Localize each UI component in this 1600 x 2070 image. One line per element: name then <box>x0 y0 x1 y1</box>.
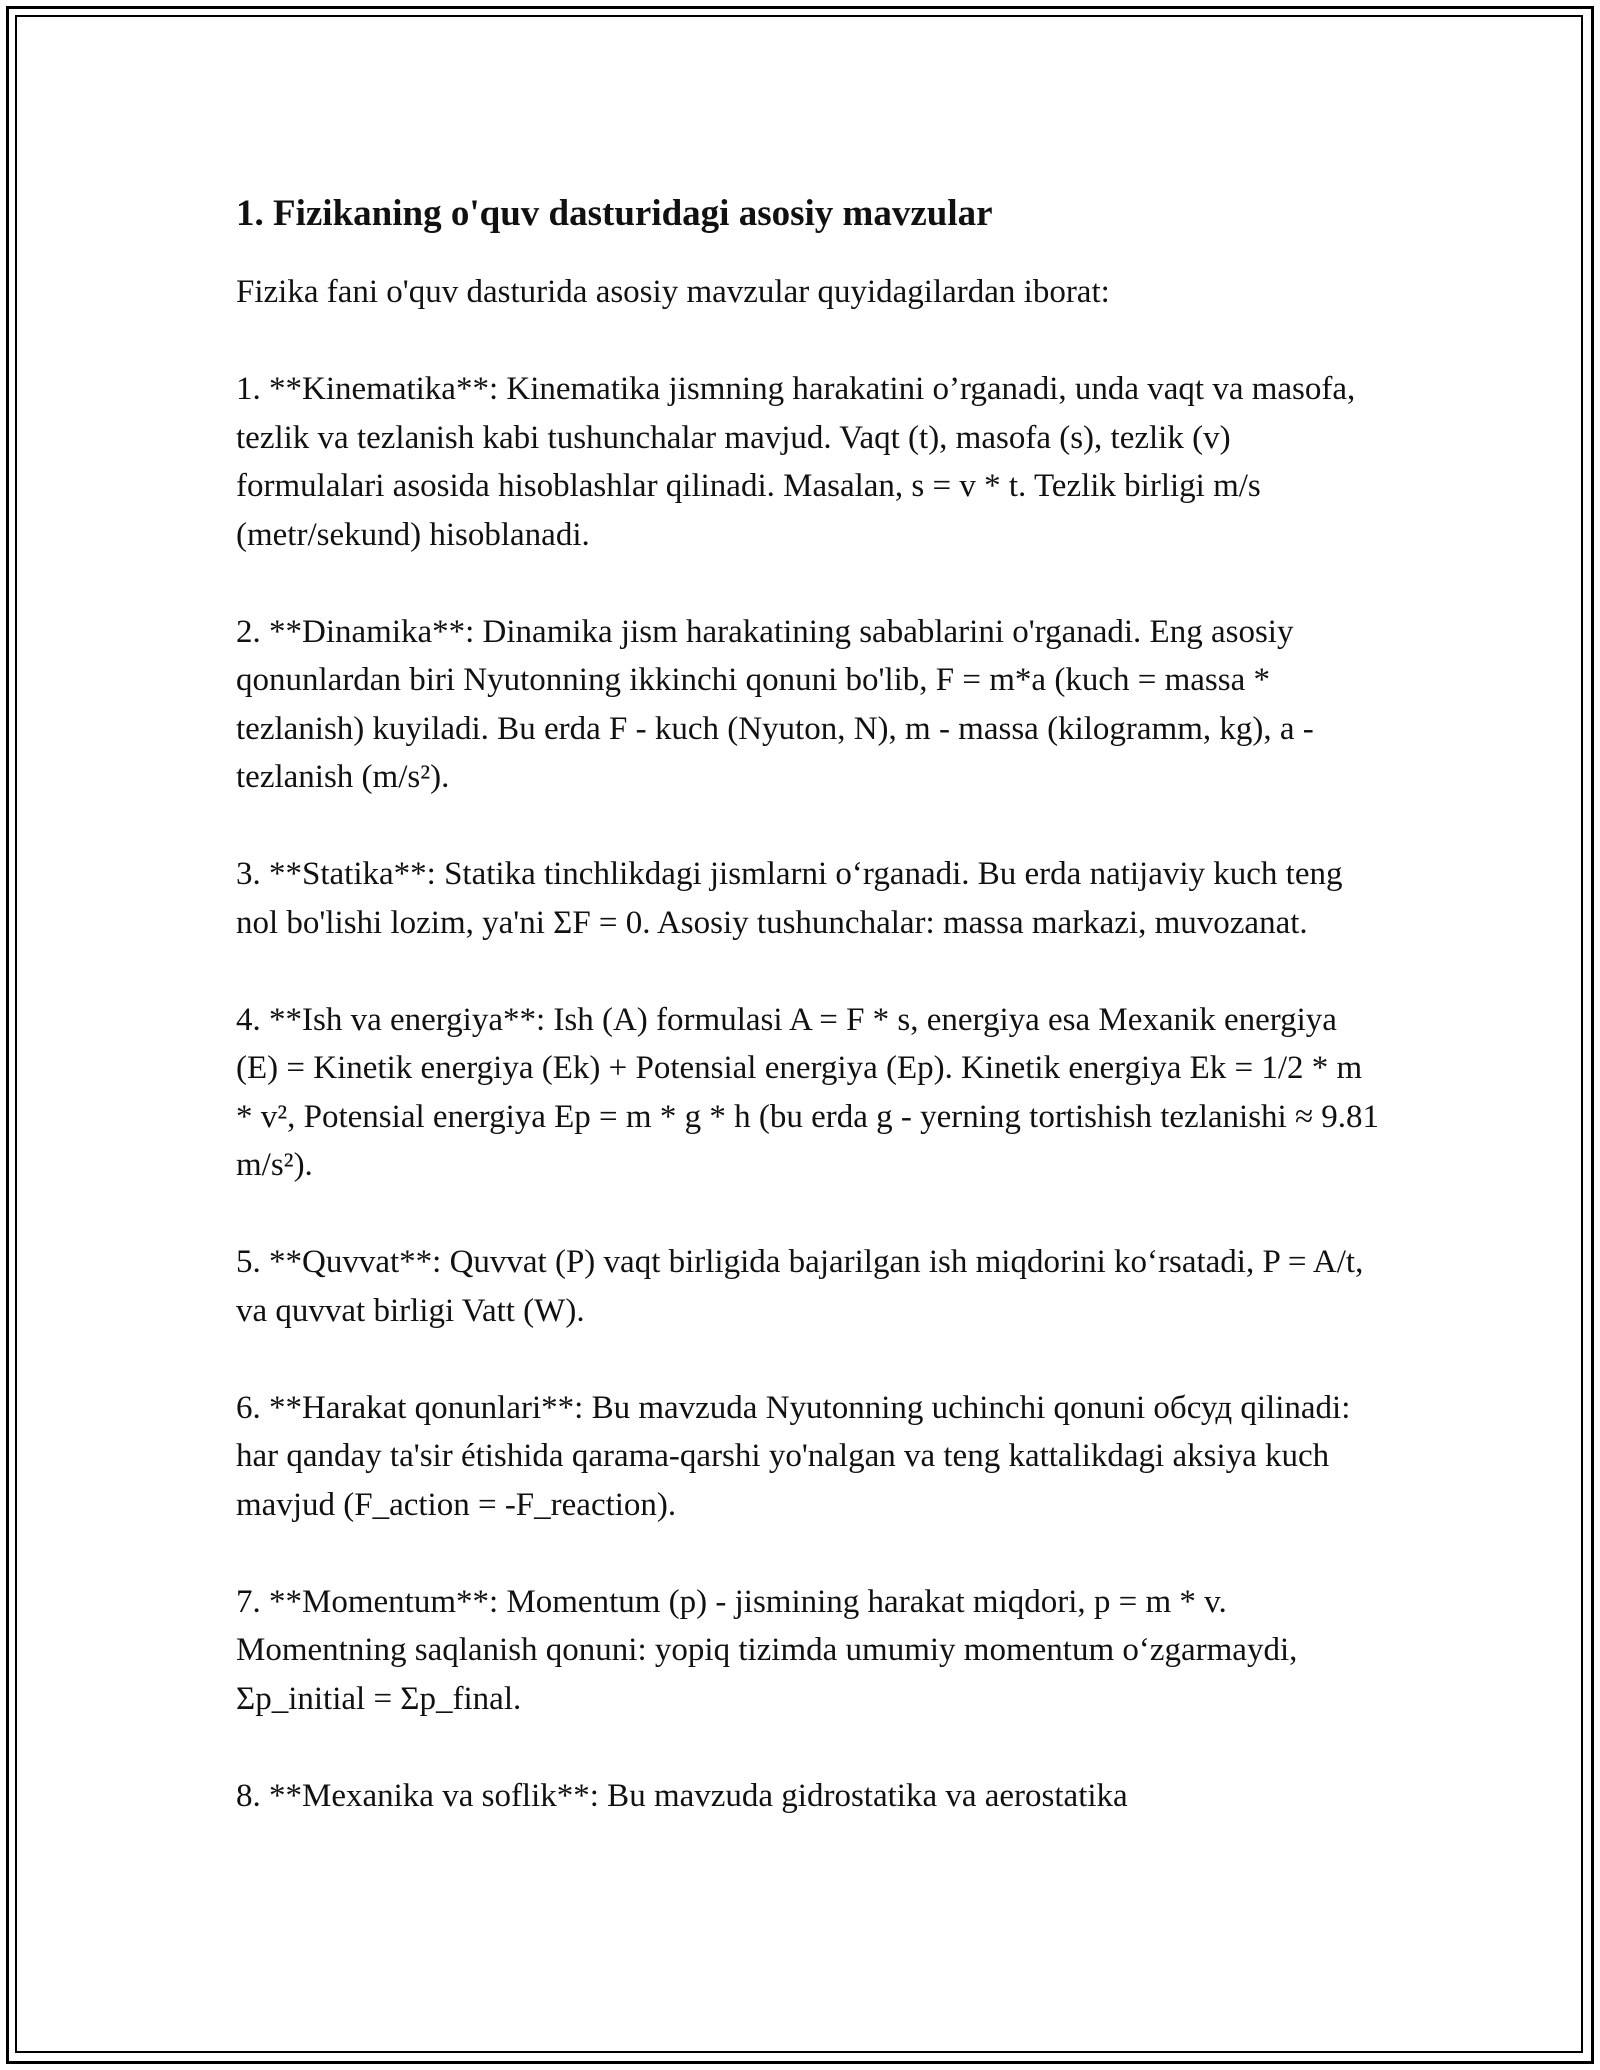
topic-momentum: 7. **Momentum**: Momentum (p) - jismining harakat miqdori, p = m * v. Momentning saqlanish qonuni: yopiq tizimda umumiy momentum o‘zgarmaydi, Σp_initial = Σp_final. <box>236 1583 1298 1717</box>
topic-quvvat: 5. **Quvvat**: Quvvat (P) vaqt birligida bajarilgan ish miqdorini ko‘rsatadi, P = A/t, va quvvat birligi Vatt (W). <box>236 1244 1364 1329</box>
topic-statika: 3. **Statika**: Statika tinchlikdagi jismlarni o‘rganadi. Bu erda natijaviy kuch teng nol bo'lishi lozim, ya'ni ΣF = 0. Asosiy tushunchalar: massa markazi, muvozanat. <box>236 856 1343 941</box>
document-heading: 1. Fizikaning o'quv dasturidagi asosiy mavzular <box>236 193 993 234</box>
topic-dinamika: 2. **Dinamika**: Dinamika jism harakatining sabablarini o'rganadi. Eng asosiy qonunlardan biri Nyutonning ikkinchi qonuni bo'lib, F = m*a (kuch = massa * tezlanish) kuyiladi. Bu erda F - kuch (Nyuton, N), m - massa (kilogramm, kg), a - tezlanish (m/s²). <box>236 613 1314 795</box>
topic-harakat-qonunlari: 6. **Harakat qonunlari**: Bu mavzuda Nyutonning uchinchi qonuni обсуд qilinadi: har qanday ta'sir étishida qarama-qarshi yo'nalgan va teng kattalikdagi aksiya kuch mavjud (F_action = -F_reaction). <box>236 1389 1351 1523</box>
topic-ish-va-energiya: 4. **Ish va energiya**: Ish (A) formulasi A = F * s, energiya esa Mexanik energiya (E) = Kinetik energiya (Ek) + Potensial energiya (Ep). Kinetik energiya Ek = 1/2 * m * v², Potensial energiya Ep = m * g * h (bu erda g - yerning tortishish tezlanishi ≈ 9.81 m/s²). <box>236 1001 1380 1183</box>
topic-mexanika-va-soflik: 8. **Mexanika va soflik**: Bu mavzuda gidrostatika va aerostatika <box>236 1777 1128 1814</box>
topic-kinematika: 1. **Kinematika**: Kinematika jismning harakatini o’rganadi, unda vaqt va masofa, tezlik va tezlanish kabi tushunchalar mavjud. Vaqt (t), masofa (s), tezlik (v) formulalari asosida hisoblashlar qilinadi. Masalan, s = v * t. Tezlik birligi m/s (metr/sekund) hisoblanadi. <box>236 371 1356 553</box>
document-body <box>236 188 1386 1869</box>
intro-paragraph: Fizika fani o'quv dasturida asosiy mavzular quyidagilardan iborat: <box>236 274 1110 310</box>
